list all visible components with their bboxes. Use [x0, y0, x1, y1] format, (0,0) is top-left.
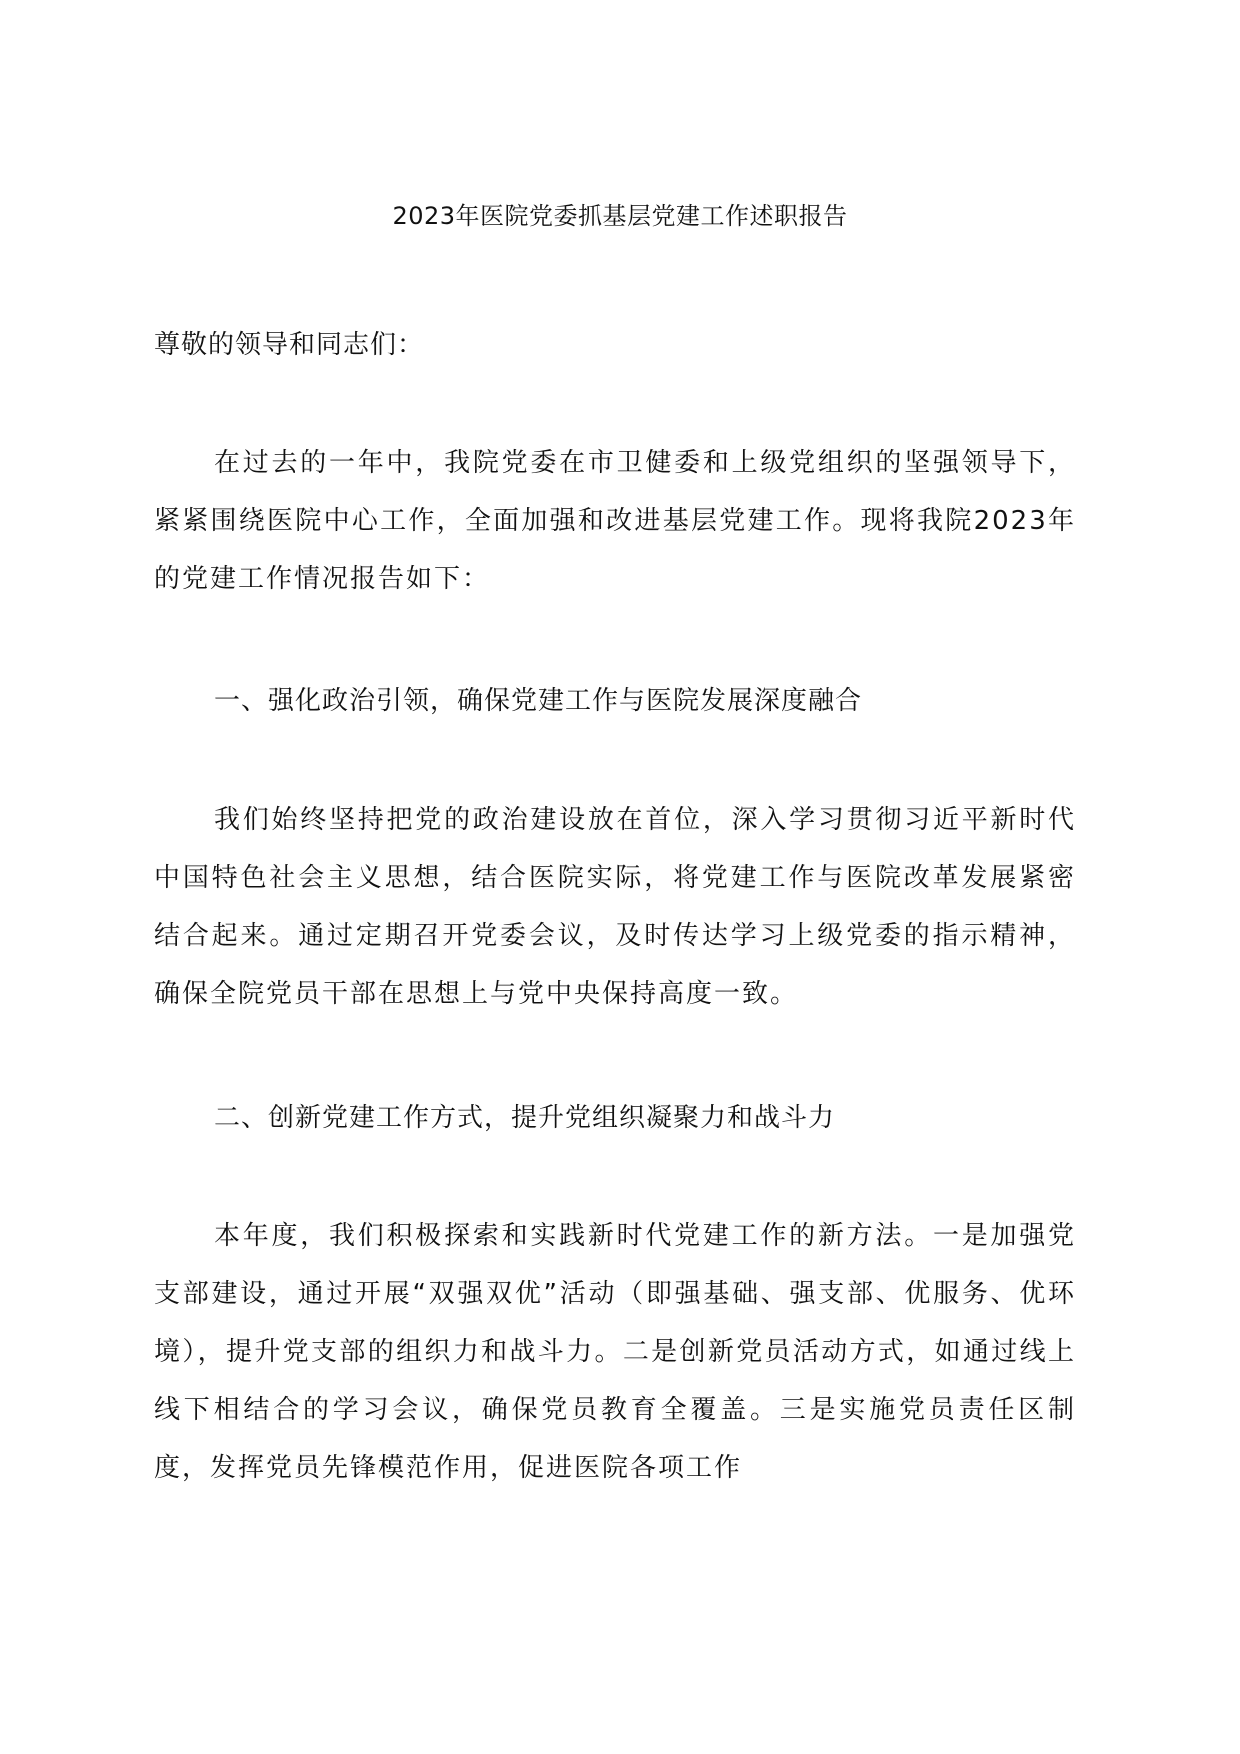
- section-heading-1: 一、强化政治引领，确保党建工作与医院发展深度融合: [214, 686, 863, 716]
- salutation: 尊敬的领导和同志们：: [154, 330, 425, 360]
- section-heading-2: 二、创新党建工作方式，提升党组织凝聚力和战斗力: [214, 1103, 836, 1133]
- section-1-paragraph: 我们始终坚持把党的政治建设放在首位，深入学习贯彻习近平新时代中国特色社会主义思想，结合医院实际，将党建工作与医院改革发展紧密结合起来。通过定期召开党委会议，及时传达学习上级党委的指示精神，确保全院党员干部在思想上与党中央保持高度一致。: [154, 805, 1076, 1009]
- document-title: 2023年医院党委抓基层党建工作述职报告: [392, 202, 848, 230]
- section-2-paragraph: 本年度，我们积极探索和实践新时代党建工作的新方法。一是加强党支部建设，通过开展“双强双优”活动（即强基础、强支部、优服务、优环境），提升党支部的组织力和战斗力。二是创新党员活动方式，如通过线上线下相结合的学习会议，确保党员教育全覆盖。三是实施党员责任区制度，发挥党员先锋模范作用，促进医院各项工作: [154, 1221, 1076, 1483]
- intro-paragraph: 在过去的一年中，我院党委在市卫健委和上级党组织的坚强领导下，紧紧围绕医院中心工作，全面加强和改进基层党建工作。现将我院2023年的党建工作情况报告如下：: [154, 448, 1076, 594]
